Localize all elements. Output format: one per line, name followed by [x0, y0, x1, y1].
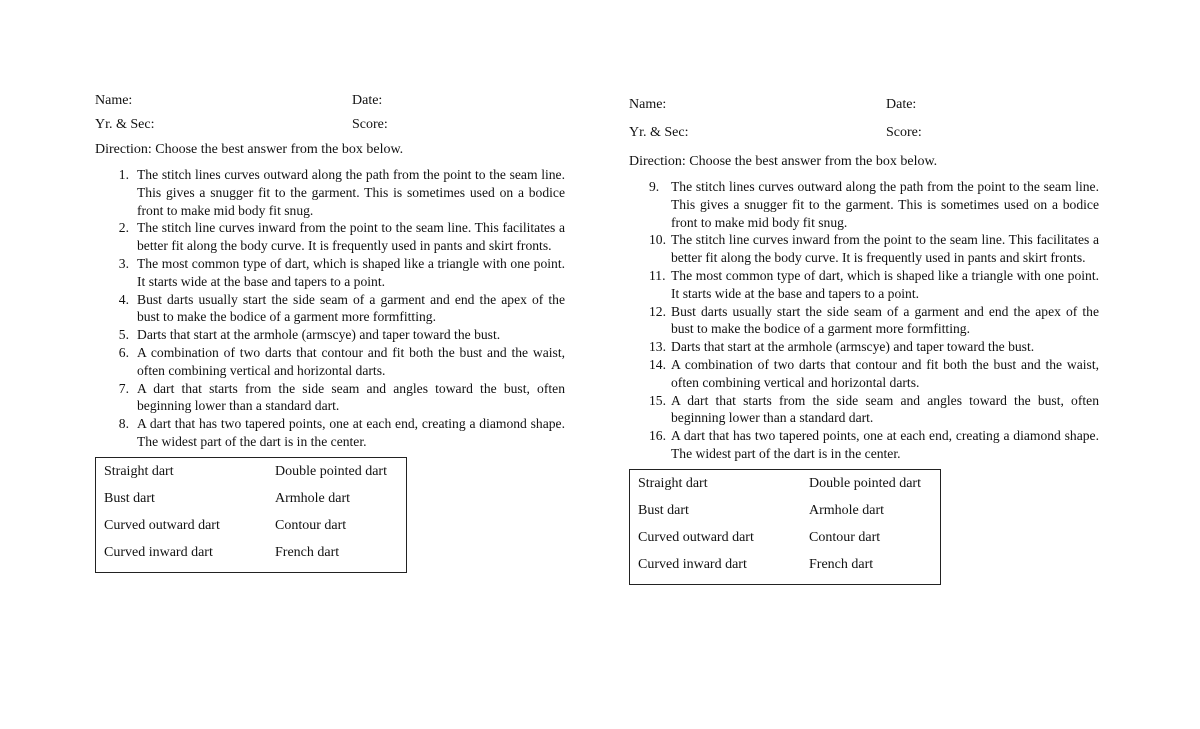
question-text: Darts that start at the armhole (armscye) and taper toward the bust.	[137, 327, 501, 343]
question-item	[95, 255, 565, 291]
question-item	[629, 427, 1099, 463]
date-label: Date:	[886, 97, 917, 112]
question-item	[629, 303, 1099, 339]
question-text: A dart that starts from the side seam and angles toward the bust, often beginning lower than a standard dart.	[137, 380, 565, 414]
choice-item: Curved inward dart	[638, 556, 747, 572]
choice-item: French dart	[809, 556, 874, 572]
question-text: The most common type of dart, which is shaped like a triangle with one point. It starts wide at the base and tapers to a point.	[137, 255, 565, 289]
choice-item: Straight dart	[104, 463, 174, 479]
choice-item: Armhole dart	[275, 490, 351, 506]
question-item	[629, 392, 1099, 428]
question-item	[95, 344, 565, 380]
choice-item: Contour dart	[275, 517, 347, 533]
question-item	[95, 166, 565, 219]
question-text: A combination of two darts that contour and fit both the bust and the waist, often combining vertical and horizontal darts.	[671, 356, 1099, 390]
choice-row	[104, 489, 406, 516]
question-text: A combination of two darts that contour and fit both the bust and the waist, often combining vertical and horizontal darts.	[137, 344, 565, 378]
question-text: The stitch lines curves outward along the path from the point to the seam line. This gives a snugger fit to the garment. This is sometimes used on a bodice front to make mid body fit snug.	[137, 167, 565, 218]
choice-row	[104, 462, 406, 489]
header-row-name-date	[629, 95, 1109, 119]
question-item	[629, 178, 1099, 231]
choice-item: Straight dart	[638, 475, 708, 491]
quiz-sheet-right	[629, 95, 1109, 585]
question-number: 1.	[118, 167, 129, 182]
question-text: A dart that starts from the side seam and angles toward the bust, often beginning lower than a standard dart.	[671, 392, 1099, 426]
question-number: 2.	[118, 220, 129, 236]
choice-item: Armhole dart	[809, 502, 885, 518]
score-label: Score:	[352, 117, 388, 132]
question-number: 13.	[649, 339, 666, 355]
question-text: The most common type of dart, which is shaped like a triangle with one point. It starts wide at the base and tapers to a point.	[671, 267, 1099, 301]
question-text: Bust darts usually start the side seam of a garment and end the apex of the bust to make the bodice of a garment more formfitting.	[137, 291, 565, 325]
question-number: 4.	[118, 291, 129, 307]
question-text: Darts that start at the armhole (armscye) and taper toward the bust.	[671, 339, 1035, 355]
date-label: Date:	[352, 93, 383, 108]
yrsec-label: Yr. & Sec:	[95, 117, 155, 132]
question-number: 10.	[649, 232, 666, 248]
header-row-yrsec-score	[629, 123, 1109, 147]
question-list	[629, 178, 1099, 463]
choice-item: Contour dart	[809, 529, 881, 545]
choice-item: Double pointed dart	[809, 475, 921, 491]
question-number: 8.	[118, 416, 129, 432]
question-number: 7.	[118, 380, 129, 396]
question-text: A dart that has two tapered points, one at each end, creating a diamond shape. The widest part of the dart is in the center.	[137, 416, 565, 449]
choice-item: Curved outward dart	[638, 529, 754, 545]
question-number: 15.	[649, 392, 666, 408]
question-text: The stitch line curves inward from the point to the seam line. This facilitates a better fit along the body curve. It is frequently used in pants and skirt fronts.	[137, 220, 565, 254]
direction-text: Direction: Choose the best answer from the box below.	[629, 154, 938, 169]
choice-row	[104, 543, 406, 570]
question-text: The stitch line curves inward from the point to the seam line. This facilitates a better fit along the body curve. It is frequently used in pants and skirt fronts.	[671, 232, 1099, 266]
question-item	[629, 231, 1099, 267]
name-label: Name:	[629, 97, 667, 112]
name-label: Name:	[95, 93, 133, 108]
choice-row	[638, 555, 940, 582]
header-row-name-date	[95, 91, 575, 115]
choice-row	[104, 516, 406, 543]
question-number: 9.	[649, 179, 660, 194]
answer-choices-box	[95, 457, 407, 573]
choice-item: Curved inward dart	[104, 544, 213, 560]
yrsec-label: Yr. & Sec:	[629, 125, 689, 140]
answer-choices-box	[629, 469, 941, 585]
question-number: 14.	[649, 356, 666, 372]
question-number: 6.	[118, 344, 129, 360]
question-number: 3.	[118, 255, 129, 271]
question-number: 5.	[118, 327, 129, 343]
question-item	[629, 267, 1099, 303]
choice-row	[638, 474, 940, 501]
choice-row	[638, 528, 940, 555]
question-number: 11.	[649, 267, 666, 283]
header-row-yrsec-score	[95, 115, 575, 139]
question-item	[95, 380, 565, 416]
choice-item: Double pointed dart	[275, 463, 387, 479]
question-item	[95, 219, 565, 255]
choice-item: Bust dart	[104, 490, 155, 506]
question-text: The stitch lines curves outward along the path from the point to the seam line. This gives a snugger fit to the garment. This is sometimes used on a bodice front to make mid body fit snug.	[671, 179, 1099, 230]
question-item	[629, 338, 1099, 356]
question-item	[95, 415, 565, 451]
choice-row	[638, 501, 940, 528]
question-text: A dart that has two tapered points, one at each end, creating a diamond shape. The widest part of the dart is in the center.	[671, 428, 1099, 461]
question-number: 12.	[649, 303, 666, 319]
quiz-sheet-left	[95, 91, 575, 573]
question-item	[629, 356, 1099, 392]
question-list	[95, 166, 565, 451]
question-item	[95, 326, 565, 344]
direction-text: Direction: Choose the best answer from the box below.	[95, 142, 404, 157]
choice-item: Curved outward dart	[104, 517, 220, 533]
question-number: 16.	[649, 428, 666, 444]
choice-item: Bust dart	[638, 502, 689, 518]
score-label: Score:	[886, 125, 922, 140]
question-item	[95, 291, 565, 327]
choice-item: French dart	[275, 544, 340, 560]
question-text: Bust darts usually start the side seam of a garment and end the apex of the bust to make the bodice of a garment more formfitting.	[671, 303, 1099, 337]
